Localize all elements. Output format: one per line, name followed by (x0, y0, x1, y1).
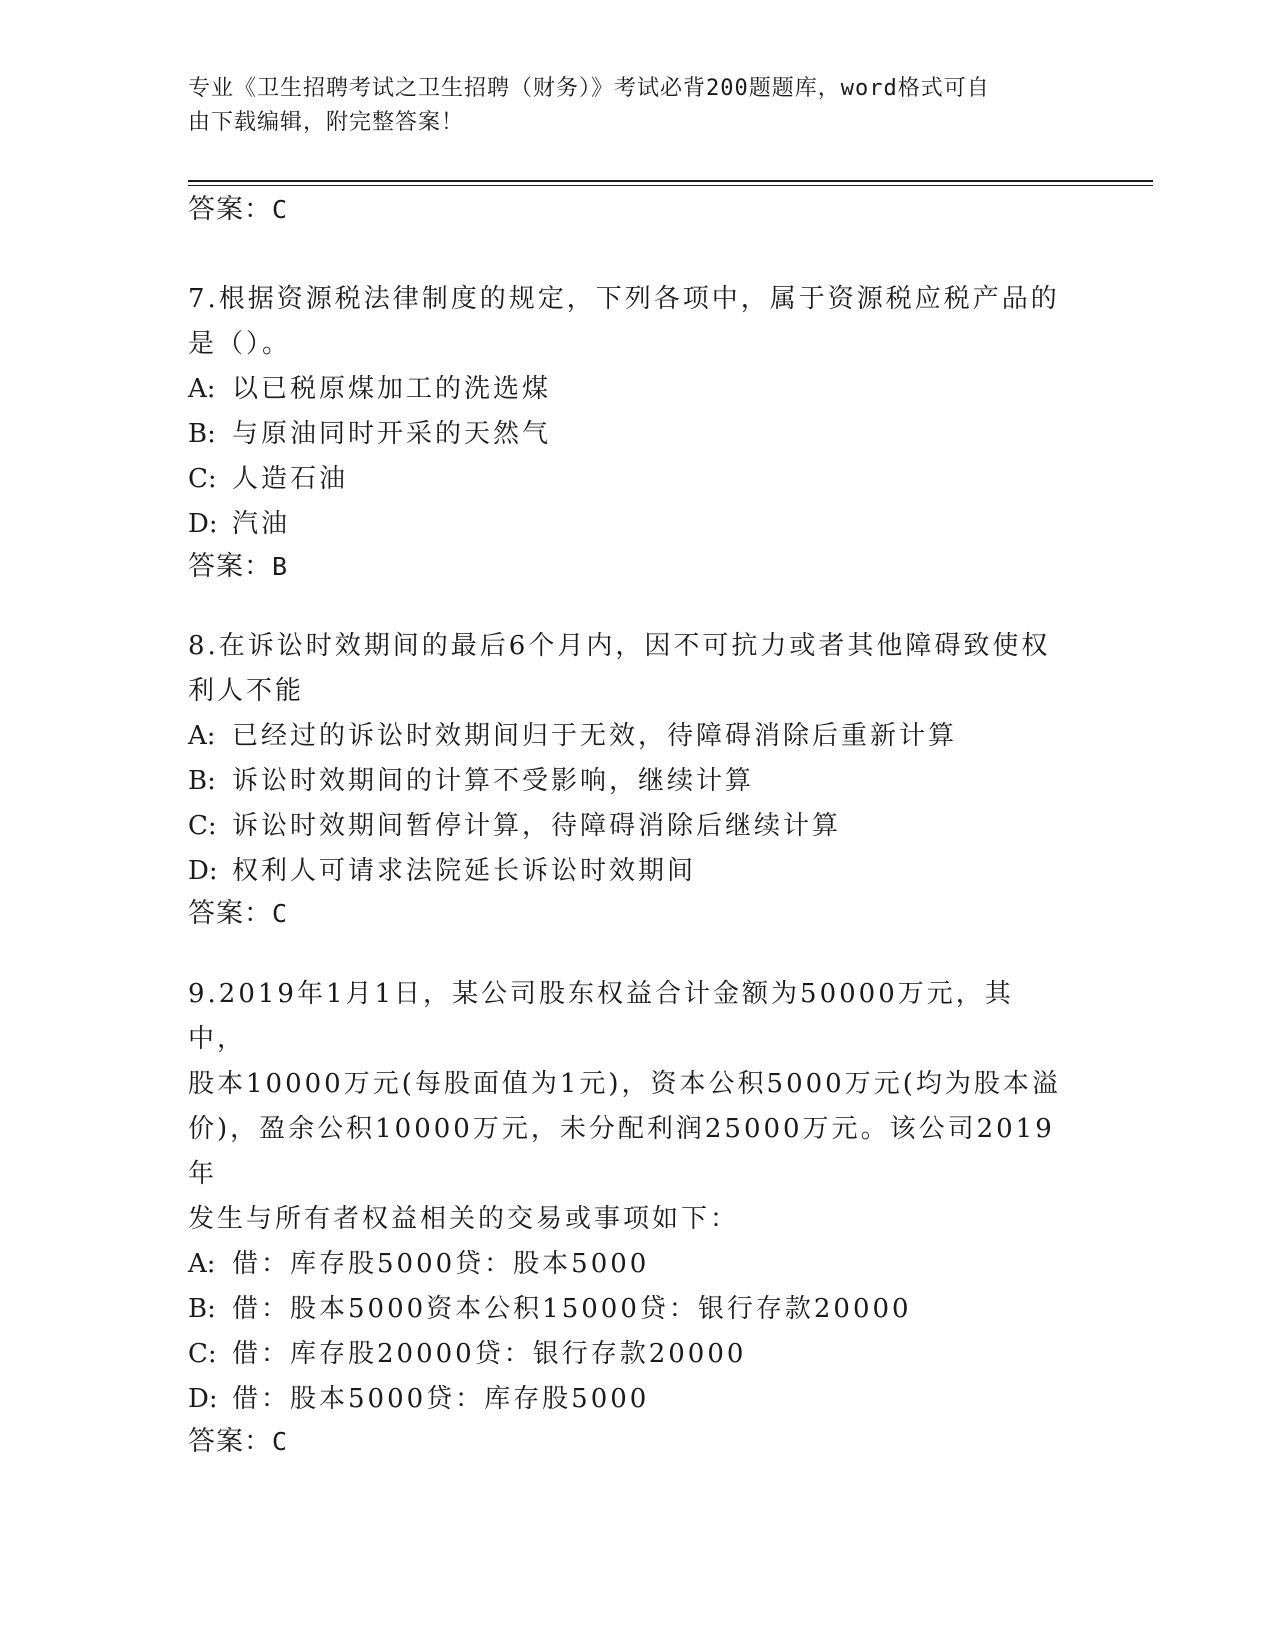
option-text: 借：库存股5000贷：股本5000 (232, 1249, 650, 1279)
answer-label: 答案： (188, 898, 272, 929)
option-text: 借：股本5000贷：库存股5000 (232, 1384, 650, 1414)
question-stem-line: 发生与所有者权益相关的交易或事项如下： (188, 1204, 740, 1234)
answer-value: C (272, 1427, 289, 1456)
answer-previous (188, 190, 1068, 230)
answer-label: 答案： (188, 551, 272, 582)
option-b (188, 759, 1068, 804)
option-text: 人造石油 (232, 464, 349, 494)
option-a (188, 367, 1068, 412)
option-letter: C: (188, 811, 217, 841)
question-7 (188, 277, 1068, 587)
option-letter: D: (188, 509, 218, 539)
option-d (188, 849, 1068, 894)
question-stem-line: 是（）。 (188, 329, 292, 359)
option-letter: A: (188, 374, 216, 404)
option-text: 借：股本5000资本公积15000贷：银行存款20000 (232, 1294, 912, 1324)
option-b (188, 1287, 1068, 1332)
header-divider (188, 180, 1153, 182)
question-8 (188, 624, 1068, 934)
option-b (188, 412, 1068, 457)
option-letter: C: (188, 1339, 217, 1369)
question-stem-line: 股本10000万元(每股面值为1元)，资本公积5000万元(均为股本溢 (188, 1069, 1061, 1099)
option-letter: D: (188, 856, 218, 886)
option-letter: C: (188, 464, 217, 494)
option-text: 已经过的诉讼时效期间归于无效，待障碍消除后重新计算 (232, 721, 958, 751)
option-a (188, 1242, 1068, 1287)
option-c (188, 804, 1068, 849)
answer (188, 1422, 1068, 1462)
option-d (188, 502, 1068, 547)
answer-label: 答案： (188, 194, 272, 225)
answer (188, 547, 1068, 587)
question-stem-line: 8.在诉讼时效期间的最后6个月内，因不可抗力或者其他障碍致使权 (188, 631, 1051, 661)
option-text: 汽油 (232, 509, 291, 539)
option-letter: D: (188, 1384, 218, 1414)
question-stem-line: 价)，盈余公积10000万元，未分配利润25000万元。该公司2019年 (188, 1114, 1055, 1189)
option-text: 以已税原煤加工的洗选煤 (232, 374, 552, 404)
option-letter: A: (188, 721, 216, 751)
option-text: 与原油同时开采的天然气 (232, 419, 552, 449)
question-stem-line: 7.根据资源税法律制度的规定，下列各项中，属于资源税应税产品的 (188, 284, 1060, 314)
question-9 (188, 972, 1068, 1462)
header-line-1: 专业《卫生招聘考试之卫生招聘（财务）》考试必背200题题库，word格式可自 (188, 76, 990, 101)
answer-value: C (272, 899, 289, 928)
answer-label: 答案： (188, 1426, 272, 1457)
option-text: 借：库存股20000贷：银行存款20000 (232, 1339, 747, 1369)
option-d (188, 1377, 1068, 1422)
option-text: 权利人可请求法院延长诉讼时效期间 (232, 856, 697, 886)
document-header (188, 72, 1068, 140)
option-c (188, 1332, 1068, 1377)
question-stem-line: 利人不能 (188, 676, 305, 706)
question-stem-line: 9.2019年1月1日，某公司股东权益合计金额为50000万元，其中， (188, 979, 1014, 1054)
answer-value: C (272, 195, 289, 224)
option-letter: B: (188, 766, 216, 796)
answer (188, 894, 1068, 934)
answer-value: B (272, 552, 289, 581)
option-letter: A: (188, 1249, 216, 1279)
header-divider-thin (188, 185, 1153, 186)
option-text: 诉讼时效期间的计算不受影响，继续计算 (232, 766, 755, 796)
header-line-2: 由下载编辑，附完整答案！ (188, 110, 465, 135)
option-text: 诉讼时效期间暂停计算，待障碍消除后继续计算 (232, 811, 842, 841)
option-a (188, 714, 1068, 759)
option-c (188, 457, 1068, 502)
option-letter: B: (188, 419, 216, 449)
option-letter: B: (188, 1294, 216, 1324)
